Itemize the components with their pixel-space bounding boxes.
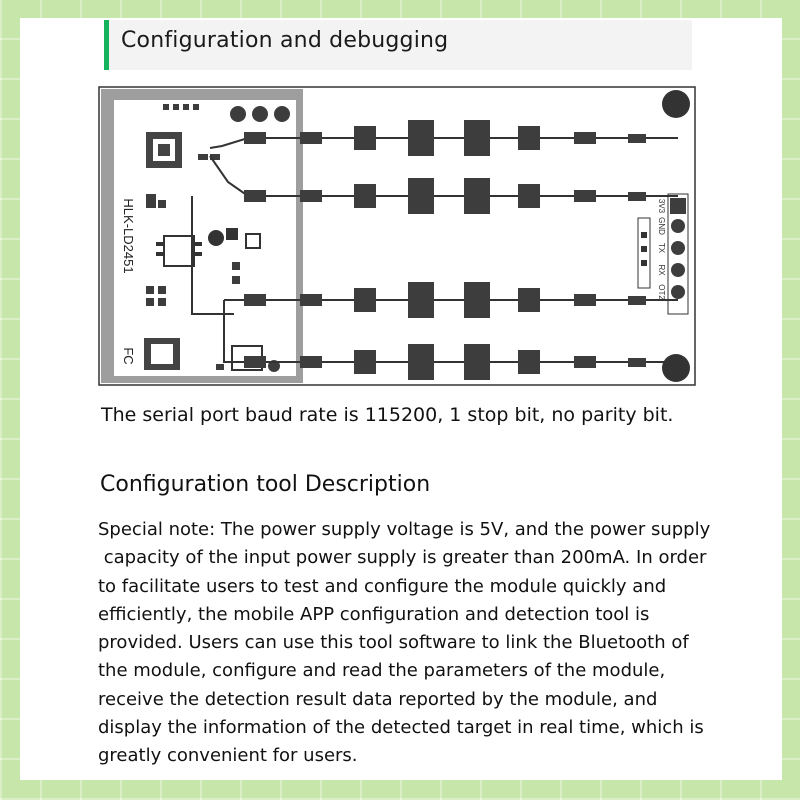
- chip-bottom: [144, 338, 180, 370]
- paragraph-line: greatly convenient for users.: [98, 745, 358, 767]
- module-board-diagram: [98, 86, 698, 388]
- paragraph-line: Special note: The power supply voltage is 5V, and the power supply: [98, 519, 711, 540]
- baud-rate-caption: The serial port baud rate is 115200, 1 stop bit, no parity bit.: [101, 404, 674, 426]
- description-paragraph: [98, 516, 738, 771]
- board-model-label: HLK-LD2451: [121, 198, 136, 274]
- paragraph-line: efficiently, the mobile APP configuration and detection tool is: [98, 603, 650, 625]
- module-inner: [114, 100, 296, 376]
- header-title: Configuration and debugging: [121, 28, 449, 53]
- pin-label-tx: TX: [657, 242, 666, 254]
- paragraph-line: provided. Users can use this tool software to link the Bluetooth of: [98, 632, 689, 654]
- chip-main: [146, 132, 182, 168]
- pin-label-ot2: OT2: [657, 284, 666, 300]
- pin-label-gnd: GND: [657, 217, 666, 235]
- paragraph-line: display the information of the detected target in real time, which is: [98, 717, 704, 739]
- pin-label-3v3: 3V3: [657, 198, 666, 214]
- paragraph-line: the module, configure and read the parameters of the module,: [98, 660, 666, 682]
- section-header: [104, 20, 692, 70]
- document-page: [20, 18, 782, 780]
- board-mark: FC: [121, 347, 136, 365]
- paragraph-line: to facilitate users to test and configure the module quickly and: [98, 575, 667, 597]
- section-title: Configuration tool Description: [100, 472, 431, 497]
- pin-label-rx: RX: [657, 264, 666, 276]
- paragraph-line: capacity of the input power supply is greater than 200mA. In order: [98, 547, 707, 569]
- paragraph-line: receive the detection result data reported by the module, and: [98, 688, 658, 710]
